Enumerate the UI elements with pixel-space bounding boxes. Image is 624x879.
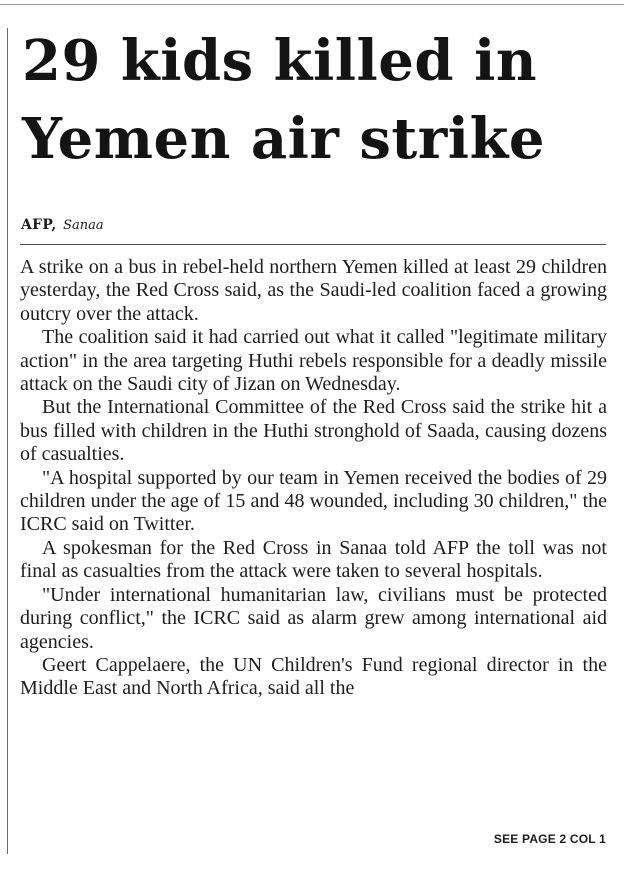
byline-agency: AFP, — [21, 217, 57, 233]
headline-line-1: 29 kids killed in — [22, 28, 538, 94]
paragraph-6: "Under international humanitarian law, civilians must be protected during conflict," the ICRC said as alarm grew among international aid agencies. — [20, 583, 607, 653]
continued-jump-label: SEE PAGE 2 COL 1 — [493, 832, 606, 846]
paragraph-1: A strike on a bus in rebel-held northern Yemen killed at least 29 children yesterday, the Red Cross said, as the Saudi-led coalition faced a growing outcry over the attack. — [20, 256, 607, 325]
paragraph-2: The coalition said it had carried out what it called "legitimate military action" in the area targeting Huthi rebels responsible for a deadly missile attack on the Saudi city of Jizan on Wednesday. — [20, 326, 607, 396]
byline-divider — [20, 244, 606, 245]
byline — [21, 216, 104, 235]
paragraph-7: Geert Cappelaere, the UN Children's Fund regional director in the Middle East and North Africa, said all the — [20, 653, 607, 700]
headline-line-2: Yemen air strike — [22, 106, 545, 172]
left-column-rule — [7, 28, 8, 854]
byline-dateline-city: Sanaa — [63, 218, 104, 233]
article-body — [20, 256, 607, 701]
paragraph-3: But the International Committee of the Red Cross said the strike hit a bus filled with children in the Huthi stronghold of Saada, causing dozens of casualties. — [20, 396, 607, 466]
paragraph-4: "A hospital supported by our team in Yemen received the bodies of 29 children under the age of 15 and 48 wounded, including 30 children," the ICRC said on Twitter. — [20, 466, 607, 536]
paragraph-5: A spokesman for the Red Cross in Sanaa told AFP the toll was not final as casualties from the attack were taken to several hospitals. — [20, 536, 607, 583]
headline — [22, 22, 622, 178]
top-border-rule — [0, 4, 624, 5]
